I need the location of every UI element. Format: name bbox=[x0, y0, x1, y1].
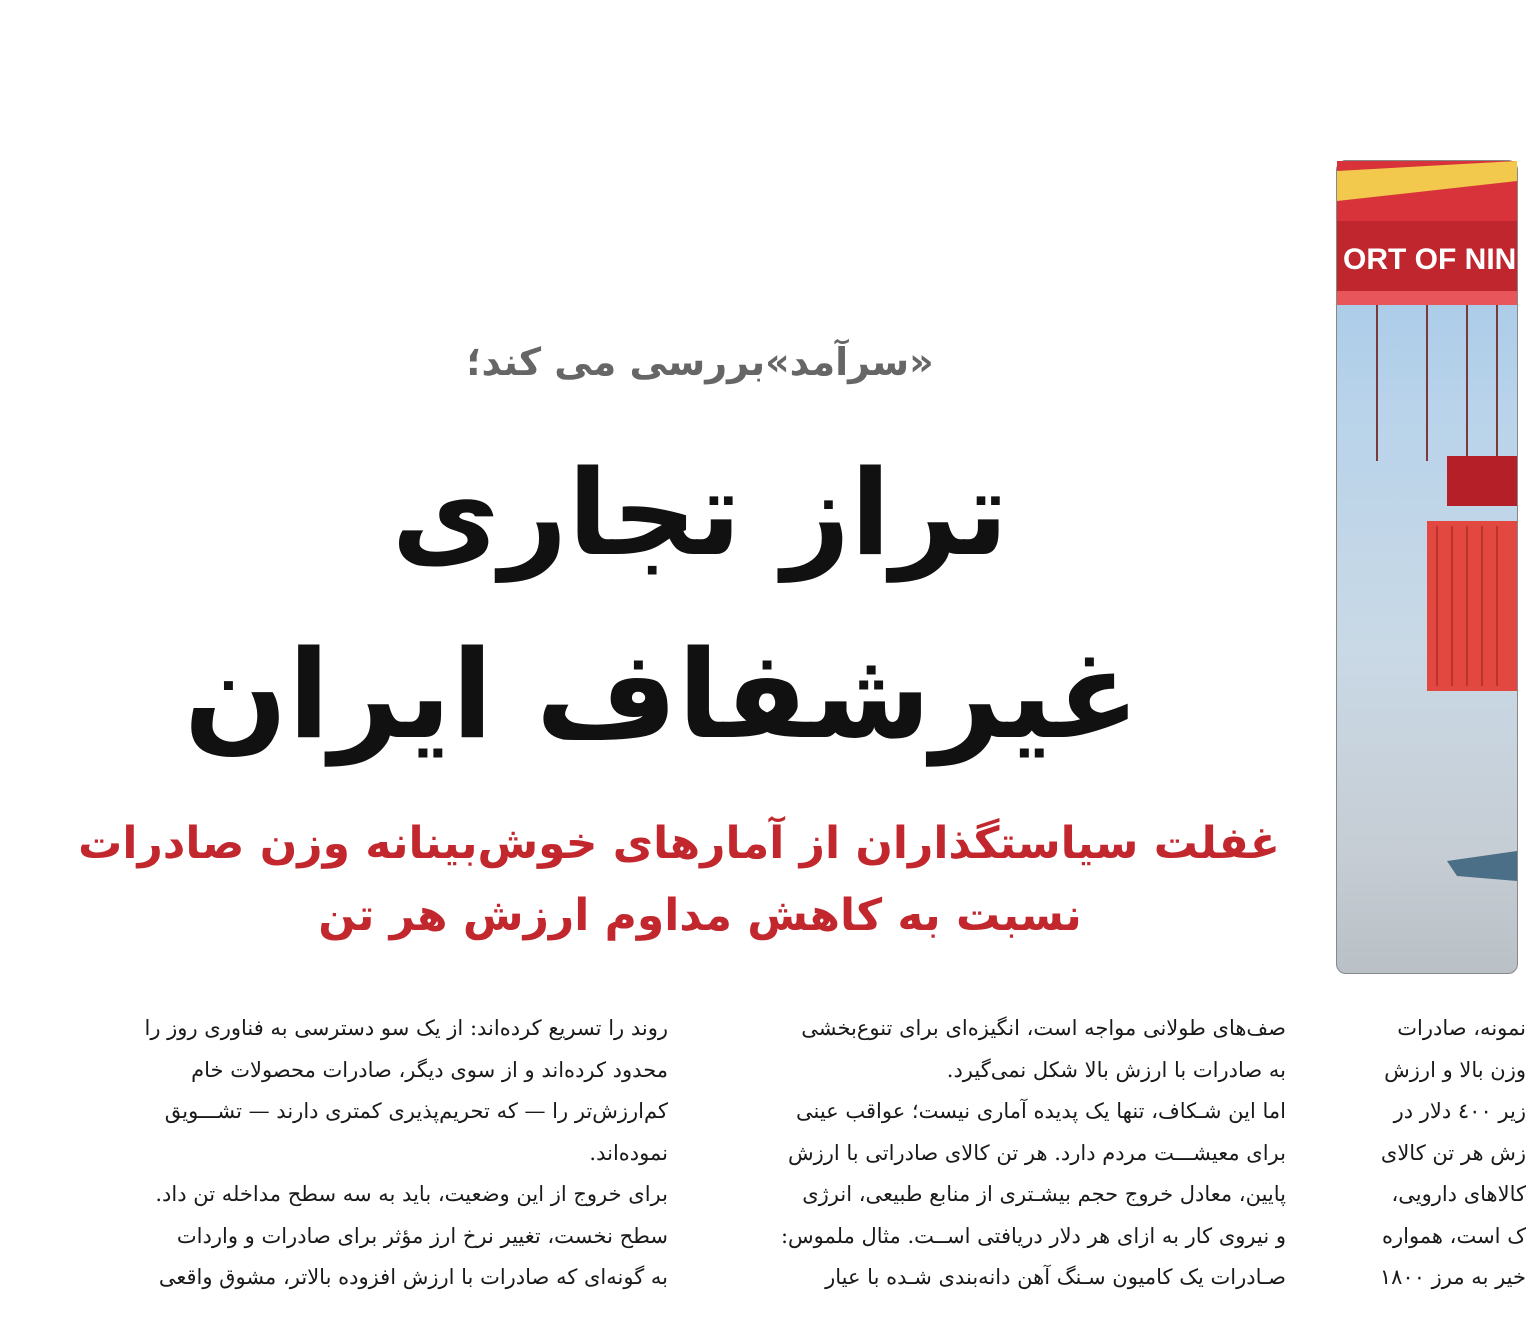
column-line: وزن بالا و ارزش bbox=[1384, 1057, 1526, 1082]
text-column-right bbox=[1336, 1008, 1526, 1299]
headline-line-2: غیرشفاف ایران bbox=[183, 624, 1140, 766]
column-line: روند را تسریع کرده‌اند: از یک سو دسترسی به فناوری روز را bbox=[144, 1016, 668, 1040]
subheadline-line-2: نسبت به کاهش مداوم ارزش هر تن bbox=[318, 890, 1082, 941]
column-line: زش هر تن کالای bbox=[1380, 1140, 1526, 1165]
column-line: نموده‌اند. bbox=[589, 1140, 668, 1165]
subheadline-line-1: غفلت سیاستگذاران از آمارهای خوش‌بینانه وزن صادرات bbox=[78, 818, 1280, 869]
column-line: صف‌های طولانی مواجه است، انگیزه‌ای برای تنوع‌بخشی bbox=[801, 1016, 1286, 1040]
headline-line-1: تراز تجاری bbox=[391, 444, 1009, 582]
port-crane-photo bbox=[1336, 160, 1518, 974]
column-line: صـادرات یک کامیون سـنگ آهن دانه‌بندی شـده با عیار bbox=[825, 1265, 1286, 1289]
column-line: به صادرات با ارزش بالا شکل نمی‌گیرد. bbox=[946, 1057, 1286, 1082]
column-line: نمونه، صادرات bbox=[1397, 1016, 1526, 1040]
column-line: خیر به مرز ١٨٠٠ bbox=[1379, 1265, 1526, 1289]
column-line: محدود کرده‌اند و از سوی دیگر، صادرات محصولات خام bbox=[191, 1057, 668, 1082]
column-line: اما این شـکاف، تنها یک پدیده آماری نیست؛ عواقب عینی bbox=[795, 1099, 1286, 1123]
column-line: سطح نخست، تغییر نرخ ارز مؤثر برای صادرات و واردات bbox=[176, 1223, 668, 1248]
text-column-middle bbox=[716, 1008, 1286, 1299]
column-line: زیر ٤٠٠ دلار در bbox=[1393, 1099, 1526, 1123]
port-crane-illustration bbox=[1337, 161, 1517, 973]
column-line: برای خروج از این وضعیت، باید به سه سطح مداخله تن داد. bbox=[155, 1182, 668, 1206]
article-kicker: «سرآمد»بررسی می کند؛ bbox=[466, 340, 934, 384]
crane-spreader bbox=[1447, 456, 1517, 506]
column-line: ک است، همواره bbox=[1381, 1223, 1526, 1248]
column-line: و نیروی کار به ازای هر دلار دریافتی اســت. مثال ملموس: bbox=[780, 1223, 1286, 1248]
distant-structure bbox=[1447, 851, 1517, 881]
crane-lower-beam bbox=[1337, 291, 1517, 305]
shipping-container bbox=[1427, 521, 1517, 691]
column-line: کالاهای دارویی، bbox=[1391, 1182, 1526, 1206]
column-line: پایین، معادل خروج حجم بیشـتری از منابع طبیعی، انرژی bbox=[802, 1182, 1286, 1206]
port-sign-text: ORT OF NIN bbox=[1343, 243, 1517, 276]
column-line: کم‌ارزش‌تر را — که تحریم‌پذیری کمتری دارند — تشـــویق bbox=[164, 1099, 668, 1123]
column-line: به گونه‌ای که صادرات با ارزش افزوده بالاتر، مشوق واقعی bbox=[158, 1265, 668, 1289]
column-line: برای معیشـــت مردم دارد. هر تن کالای صادراتی با ارزش bbox=[787, 1140, 1286, 1165]
text-column-left bbox=[98, 1008, 668, 1299]
